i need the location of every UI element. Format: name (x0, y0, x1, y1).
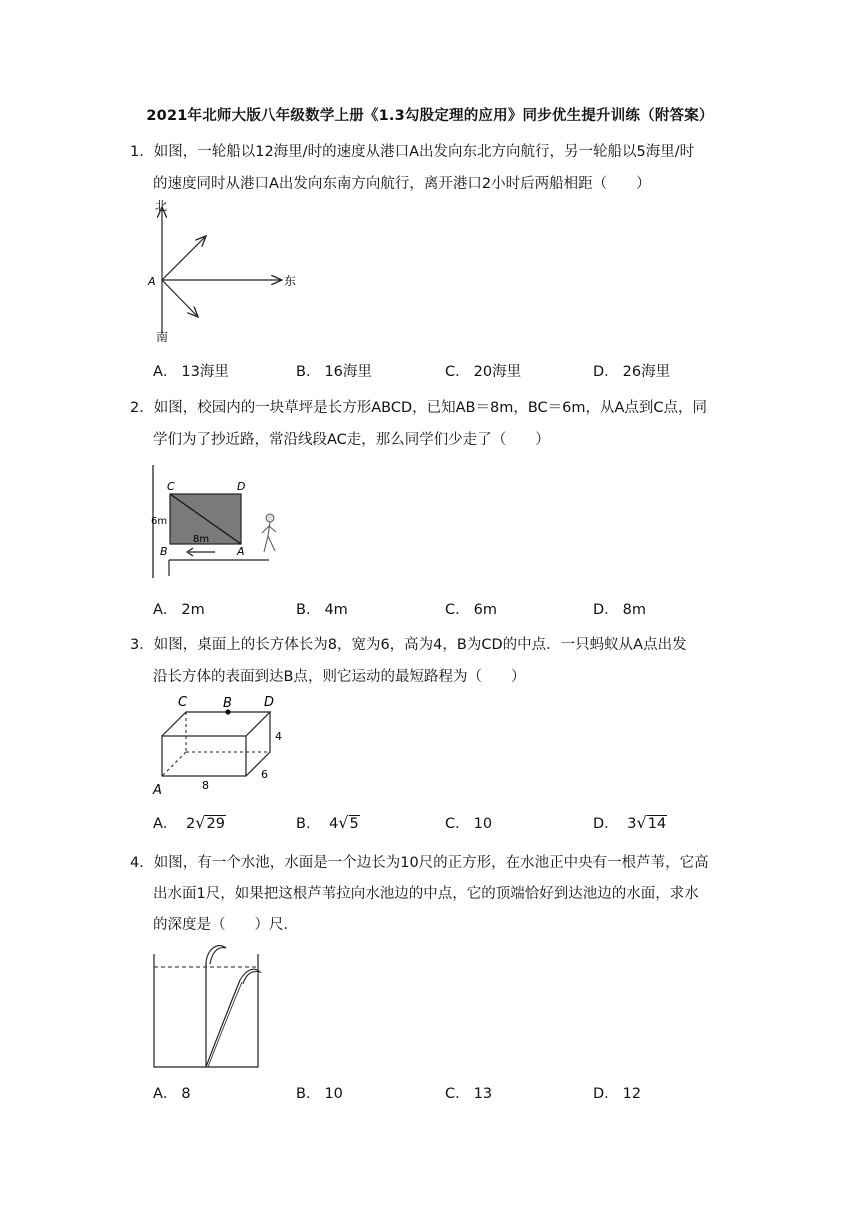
page-title: 2021年北师大版八年级数学上册《1.3勾股定理的应用》同步优生提升训练（附答案） (146, 108, 714, 124)
q3-option-d-radicand: 14 (647, 816, 667, 832)
q3-label-c: C (178, 695, 188, 710)
q2-label-8m: 8m (193, 534, 210, 545)
q3-label-8: 8 (202, 779, 209, 792)
walking-person-icon (262, 514, 276, 552)
q2-label-d: D (237, 480, 246, 493)
q2-text-1: 如图，校园内的一块草坪是长方形ABCD，已知AB＝8m，BC＝6m，从A点到C点，同 (153, 400, 708, 416)
q2-option-d[interactable]: D． 8m (593, 602, 647, 618)
q3-text-1: 如图，桌面上的长方体长为8，宽为6，高为4，B为CD的中点．一只蚂蚁从A点出发 (153, 637, 687, 653)
q3-cuboid-figure (148, 690, 298, 802)
q3-label-6: 6 (261, 768, 268, 781)
q3-option-a[interactable]: A． 2√29 (153, 813, 225, 832)
q2-label-c: C (167, 480, 175, 493)
q2-line-1 (130, 396, 707, 417)
q1-option-b[interactable]: B． 16海里 (296, 364, 372, 380)
q3-option-b[interactable]: B． 4√5 (296, 813, 359, 832)
q1-east-label: 东 (284, 274, 297, 288)
q2-number: 2． (130, 400, 154, 416)
q2-label-6m: 6m (151, 516, 168, 527)
q4-option-a[interactable]: A． 8 (153, 1086, 191, 1102)
q3-option-a-coef: 2 (186, 816, 196, 832)
q3-option-b-radicand: 5 (349, 816, 359, 832)
q3-line-1 (130, 633, 687, 654)
q3-option-a-radicand: 29 (206, 816, 225, 832)
q3-label-b: B (223, 696, 232, 711)
q4-text-3: 的深度是（ ）尺． (153, 917, 298, 933)
q1-text-2: 的速度同时从港口A出发向东南方向航行，离开港口2小时后两船相距（ ） (153, 176, 651, 192)
q3-option-c[interactable]: C． 10 (445, 816, 493, 832)
q3-label-a: A (153, 783, 162, 798)
q1-compass-figure (140, 195, 305, 345)
q1-origin-label: A (148, 275, 156, 288)
q2-text-2: 学们为了抄近路，常沿线段AC走，那么同学们少走了（ ） (153, 432, 550, 448)
q4-number: 4． (130, 855, 154, 871)
q1-number: 1． (130, 144, 154, 160)
q3-option-d-coef: 3 (627, 816, 637, 832)
q1-southeast-ray (162, 280, 198, 317)
q2-lawn-figure (145, 460, 295, 585)
q2-label-b: B (160, 545, 168, 558)
q1-option-a[interactable]: A． 13海里 (153, 364, 229, 380)
q3-number: 3． (130, 637, 154, 653)
q3-option-d[interactable]: D． 3√14 (593, 813, 667, 832)
q4-option-d[interactable]: D． 12 (593, 1086, 642, 1102)
q1-text-1: 如图，一轮船以12海里/时的速度从港口A出发向东北方向航行，另一轮船以5海里/时 (153, 144, 695, 160)
q4-line-1 (130, 851, 709, 872)
q4-pool-figure (148, 940, 268, 1072)
q1-south-label: 南 (156, 330, 169, 344)
q4-reed-pulled (206, 980, 240, 1067)
q2-option-a[interactable]: A． 2m (153, 602, 205, 618)
q1-option-c[interactable]: C． 20海里 (445, 364, 522, 380)
q2-option-b[interactable]: B． 4m (296, 602, 348, 618)
q1-option-d[interactable]: D． 26海里 (593, 364, 671, 380)
q3-label-4: 4 (275, 730, 282, 743)
q4-option-b[interactable]: B． 10 (296, 1086, 343, 1102)
q2-label-a: A (237, 545, 245, 558)
q3-text-2: 沿长方体的表面到达B点，则它运动的最短路程为（ ） (153, 669, 526, 685)
q2-option-c[interactable]: C． 6m (445, 602, 497, 618)
q3-label-d: D (264, 695, 275, 710)
q4-option-c[interactable]: C． 13 (445, 1086, 493, 1102)
q4-text-1: 如图，有一个水池，水面是一个边长为10尺的正方形，在水池正中央有一根芦苇，它高 (153, 855, 709, 871)
q1-north-label: 北 (155, 199, 168, 213)
q1-northeast-ray (162, 236, 206, 280)
q1-line-1 (130, 140, 694, 161)
q4-text-2: 出水面1尺，如果把这根芦苇拉向水池边的中点，它的顶端恰好到达池边的水面，求水 (153, 886, 699, 902)
q3-option-b-coef: 4 (329, 816, 339, 832)
